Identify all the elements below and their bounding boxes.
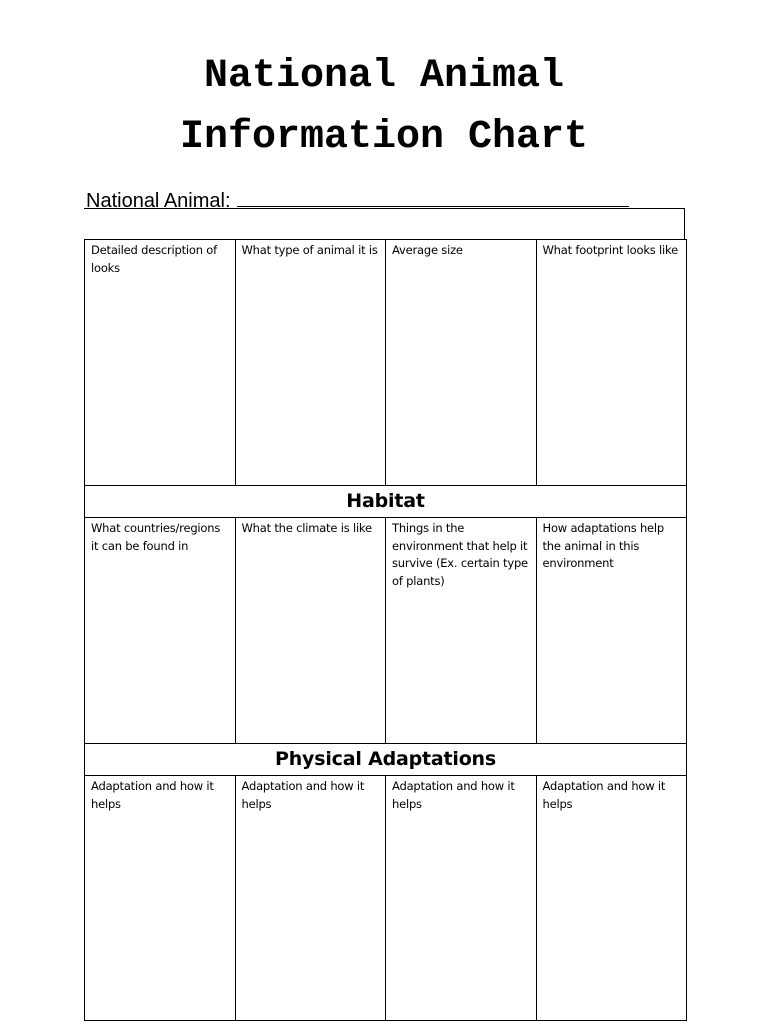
adaptations-row [85,776,687,1021]
habitat-row [85,518,687,744]
adaptation-cell-1[interactable]: Adaptation and how it helps [85,776,236,1021]
habitat-heading: Habitat [85,486,687,518]
looks-cell-animal-type[interactable]: What type of animal it is [235,240,386,486]
header-corner-tick [679,208,685,209]
habitat-cell-regions[interactable]: What countries/regions it can be found in [85,518,236,744]
looks-cell-footprint[interactable]: What footprint looks like [536,240,687,486]
adaptation-cell-3[interactable]: Adaptation and how it helps [386,776,537,1021]
information-chart [84,239,687,1021]
habitat-cell-adaptations-help[interactable]: How adaptations help the animal in this environment [536,518,687,744]
page-title-line-1: National Animal [203,54,565,99]
looks-cell-description[interactable]: Detailed description of looks [85,240,236,486]
national-animal-label: National Animal: [86,190,231,212]
looks-cell-average-size[interactable]: Average size [386,240,537,486]
habitat-heading-row [85,486,687,518]
page-title-line-2: Information Chart [179,115,589,160]
habitat-cell-environment[interactable]: Things in the environment that help it survive (Ex. certain type of plants) [386,518,537,744]
habitat-cell-climate[interactable]: What the climate is like [235,518,386,744]
adaptation-cell-4[interactable]: Adaptation and how it helps [536,776,687,1021]
chart-header-box [84,208,685,240]
adaptations-heading-row [85,744,687,776]
national-animal-blank[interactable] [237,186,629,207]
looks-row [85,240,687,486]
adaptation-cell-2[interactable]: Adaptation and how it helps [235,776,386,1021]
adaptations-heading: Physical Adaptations [85,744,687,776]
